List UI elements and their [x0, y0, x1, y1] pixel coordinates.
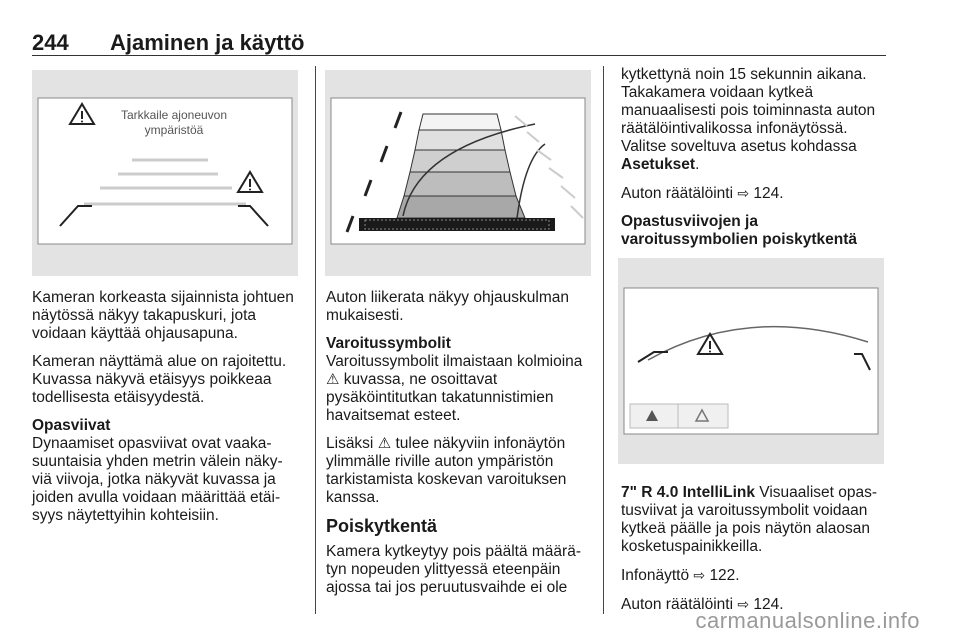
section-heading: Opasviivat: [32, 417, 111, 434]
warning-message-line2: ympäristöä: [144, 123, 204, 137]
warning-triangle-icon: ⚠: [326, 371, 340, 388]
page-title: Ajaminen ja käyttö: [110, 30, 305, 55]
paragraph: Kameran korkeasta sijainnista johtuen näytössä näkyy takapuskuri, jota voidaan käyttää ohjausapuna.: [32, 289, 294, 342]
paragraph: Kamera kytkeytyy pois päältä määrä-tyn nopeuden ylittyessä eteenpäin ajossa tai jos peruutusvaihde ei ole: [326, 543, 581, 596]
arrow-right-icon: ⇨: [737, 185, 750, 201]
arrow-right-icon: ⇨: [737, 596, 750, 612]
cross-reference[interactable]: Auton räätälöinti ⇨ 124.: [621, 185, 784, 202]
paragraph: Dynaamiset opasviivat ovat vaaka-suuntaisia yhden metrin välein näky-viä viivoja, jotka näkyvät kuvassa ja joiden avulla voidaan määrittää etäi-syys näytettyihin kohteisiin.: [32, 435, 283, 524]
cross-reference[interactable]: Infonäyttö ⇨ 122.: [621, 567, 740, 584]
paragraph: Auton liikerata näkyy ohjauskulman mukaisesti.: [326, 289, 569, 324]
section-heading: Poiskytkentä: [326, 516, 438, 536]
header-rule: [32, 55, 886, 56]
text-column-3-lower: [621, 484, 889, 624]
arrow-right-icon: ⇨: [693, 567, 706, 583]
paragraph: Kameran näyttämä alue on rajoitettu. Kuvassa näkyvä etäisyys poikkeaa todellisesta etäisyydestä.: [32, 353, 287, 406]
paragraph: Lisäksi ⚠ tulee näkyviin infonäytön ylimmälle riville auton ympäristön tarkistamista koskevan varoituksen kanssa.: [326, 435, 567, 506]
figure-camera-view-3: [618, 258, 884, 464]
text-column-2: [326, 289, 594, 607]
figure-camera-view-1: [32, 70, 298, 276]
settings-label: Asetukset: [621, 156, 696, 173]
column-separator-2: [603, 66, 604, 614]
paragraph: kytkettynä noin 15 sekunnin aikana. Takakamera voidaan kytkeä manuaalisesti pois toiminnasta auton räätälöintivalikossa infonäytössä. Valitse soveltuva asetus kohdassa Asetukset.: [621, 66, 876, 173]
section-heading: Opastusviivojen ja varoitussymbolien poiskytkentä: [621, 213, 858, 248]
page-number: 244: [32, 30, 69, 55]
cross-reference[interactable]: Auton räätälöinti ⇨ 124.: [621, 596, 784, 613]
watermark: carmanualsonline.info: [695, 608, 920, 633]
warning-message-line1: Tarkkaile ajoneuvon: [120, 108, 228, 122]
section-heading: Varoitussymbolit: [326, 335, 451, 352]
column-separator-1: [315, 66, 316, 614]
text-column-1: [32, 289, 298, 535]
paragraph: Varoitussymbolit ilmaistaan kolmioina ⚠ kuvassa, ne osoittavat pysäköintitutkan takatunnistimien havaitsemat esteet.: [326, 353, 583, 424]
paragraph: 7" R 4.0 IntelliLink Visuaaliset opas-tusviivat ja varoitussymbolit voidaan kytkeä päälle ja pois näytön alaosan kosketuspainikkeilla.: [621, 484, 878, 555]
warning-triangle-icon: ⚠: [377, 435, 392, 452]
figure-camera-view-2: [325, 70, 591, 276]
system-label: 7" R 4.0 IntelliLink: [621, 484, 755, 501]
text-column-3: [621, 66, 889, 259]
page-header: [32, 30, 886, 56]
